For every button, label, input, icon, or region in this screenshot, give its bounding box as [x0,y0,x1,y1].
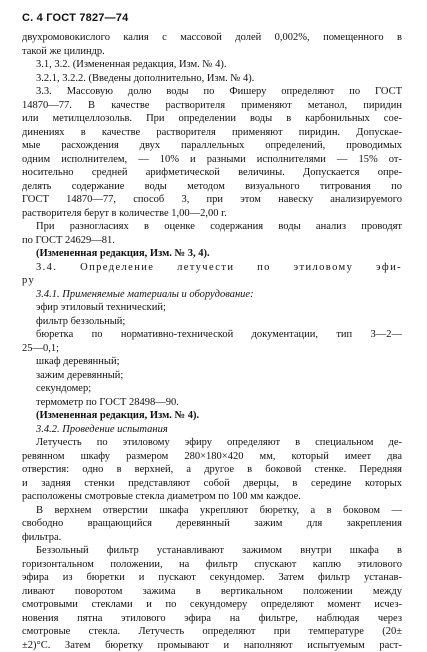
text-line: бюретка по нормативно-технической документации, тип 3—2— [22,328,402,342]
text-line: ру [22,274,402,288]
text-line: (Измененная редакция, Изм. № 3, 4). [22,247,402,261]
text-line: свободно вращающийся деревянный зажим для закрепления [22,517,402,531]
text-line: термометр по ГОСТ 28498—90. [22,396,402,410]
text-line: 3.4. Определение летучести по этиловому эфи- [22,261,402,275]
text-line: эфир этиловый технический; [22,301,402,315]
text-line: по ГОСТ 24629—81. [22,234,402,248]
text-line: одним исполнителем, — 10% и разными исполнителями — 15% от- [22,153,402,167]
document-body [22,31,402,652]
text-line: При разногласиях в оценке содержания воды анализ проводят [22,220,402,234]
text-line: ГОСТ 14870—77, способ 3, при этом навеску анализируемого [22,193,402,207]
text-line: и задняя стенки представляют собой дверцы, в середине которых [22,477,402,491]
text-line: зажим деревянный; [22,369,402,383]
text-line: 14870—77. В качестве растворителя применяют метанол, пиридин [22,99,402,113]
text-line: 3.3. Массовую долю воды по Фишеру определяют по ГОСТ [22,85,402,99]
text-line: фильтра. [22,531,402,545]
text-line: смотровыми стеклами и по секундомеру определяют момент исчез- [22,598,402,612]
text-line: эфира из бюретки и пускают секундомер. Затем фильтр устанав- [22,571,402,585]
text-line: секундомер; [22,382,402,396]
text-line: шкаф деревянный; [22,355,402,369]
text-line: смотровые стекла. Летучесть определяют при температуре (20± [22,625,402,639]
text-line: 3.1, 3.2. (Измененная редакция, Изм. № 4). [22,58,402,72]
text-line: мые расхождения двух параллельных определений, проводимых [22,139,402,153]
text-line: ±2)°С. Затем бюретку промывают и наполняют испытуемым раст- [22,639,402,652]
text-line: такой же цилиндр. [22,45,402,59]
text-line: 3.2.1, 3.2.2. (Введены дополнительно, Изм. № 4). [22,72,402,86]
text-line: расположены смотровые стекла диаметром по 100 мм каждое. [22,490,402,504]
text-line: растворителя берут в количестве 1,00—2,00 г. [22,207,402,221]
text-line: динениях в качестве растворителя применяют пиридин. Допускае- [22,126,402,140]
text-line: новения пятна этилового эфира на фильтре, наблюдая через [22,612,402,626]
text-line: носительно средней арифметической величины. Допускается опре- [22,166,402,180]
text-line: ливают поворотом зажима в вертикальном положении между [22,585,402,599]
text-line: горизонтальном положении, на фильтр спускают каплю этилового [22,558,402,572]
text-line: 3.4.1. Применяемые материалы и оборудование: [22,288,402,302]
text-line: В верхнем отверстии шкафа укрепляют бюретку, а в боковом — [22,504,402,518]
text-line: отверстия: одно в верхней, а другое в боковой стенке. Передняя [22,463,402,477]
page-header: С. 4 ГОСТ 7827—74 [22,12,128,24]
text-line: Беззольный фильтр устанавливают зажимом внутри шкафа в [22,544,402,558]
text-line: 25—0,1; [22,342,402,356]
text-line: (Измененная редакция, Изм. № 4). [22,409,402,423]
text-line: или метилцеллозольв. При определении воды в карбонильных сое- [22,112,402,126]
text-line: двухромовокислого калия с массовой долей 0,002%, помещенного в [22,31,402,45]
text-line: ревянном шкафу размером 280×180×420 мм, который имеет два [22,450,402,464]
text-line: фильтр беззольный; [22,315,402,329]
text-line: Летучесть по этиловому эфиру определяют в специальном де- [22,436,402,450]
text-line: делять содержание воды методом визуального титрования по [22,180,402,194]
text-line: 3.4.2. Проведение испытания [22,423,402,437]
